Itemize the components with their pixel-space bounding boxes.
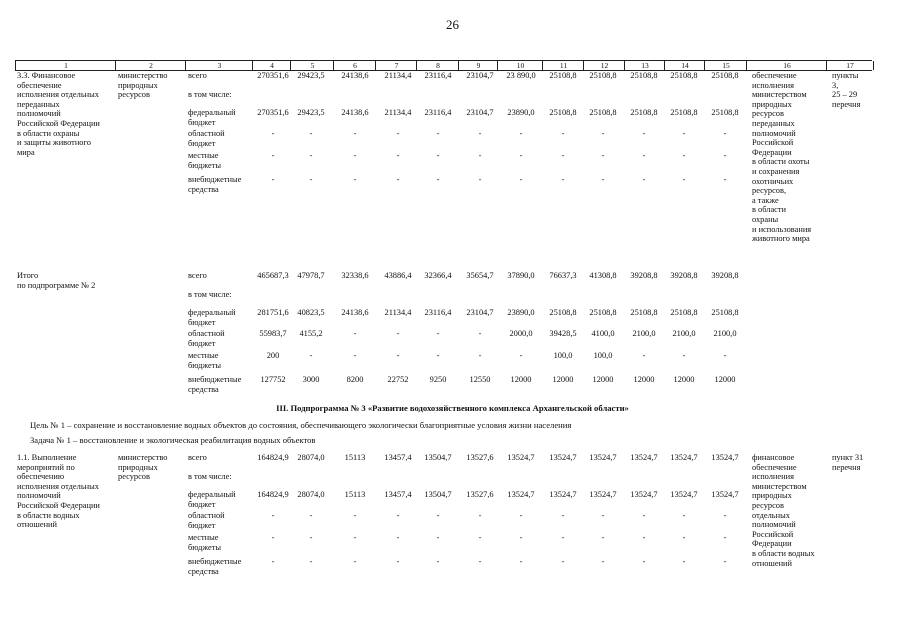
executor-name: природных (118, 462, 158, 472)
table-cell-value: - (309, 175, 313, 184)
table-cell-value: - (642, 511, 646, 520)
table-cell-value: 23116,4 (424, 71, 452, 80)
table-cell-value: 13524,7 (670, 453, 698, 462)
funding-source-label: средства (188, 184, 219, 194)
table-cell-value: - (396, 557, 400, 566)
table-cell-value: 2100,0 (672, 329, 696, 338)
funding-source-label: средства (188, 566, 219, 576)
expected-result: ресурсов, (752, 186, 787, 196)
table-cell-value: 465687,3 (257, 271, 289, 280)
expected-result: исполнения (752, 80, 794, 90)
table-cell-value: 25108,8 (670, 71, 698, 80)
table-cell-value: 25108,8 (630, 71, 658, 80)
executor-name: природных (118, 80, 158, 90)
table-cell-value: - (478, 151, 482, 160)
table-cell-value: - (561, 129, 565, 138)
table-cell-value: - (723, 351, 727, 360)
funding-source-label: бюджет (188, 520, 216, 530)
table-cell-value: 35654,7 (466, 271, 494, 280)
table-cell-value: 13524,7 (711, 453, 739, 462)
table-cell-value: - (682, 175, 686, 184)
table-cell-value: 13524,7 (549, 490, 577, 499)
table-cell-value: - (519, 175, 523, 184)
funding-source-label: местные (188, 351, 219, 360)
expected-result: исполнения (752, 472, 794, 482)
table-cell-value: 76637,3 (549, 271, 577, 280)
table-cell-value: 9250 (429, 375, 447, 384)
funding-source-label: внебюджетные (188, 375, 242, 384)
funding-source-label: областной (188, 511, 225, 520)
expected-result: природных (752, 491, 792, 501)
table-cell-value: 13524,7 (549, 453, 577, 462)
table-cell-value: - (519, 129, 523, 138)
table-cell-value: 32366,4 (424, 271, 452, 280)
executor-name: ресурсов (118, 472, 150, 482)
table-cell-value: 24138,6 (341, 108, 369, 117)
page-number: 26 (446, 17, 459, 32)
funding-source-label: местные (188, 533, 219, 542)
table-cell-value: 12000 (510, 375, 532, 384)
funding-source-label: в том числе: (188, 290, 232, 299)
expected-result: Российской (752, 138, 794, 148)
table-cell-value: - (601, 511, 605, 520)
table-cell-value: - (396, 129, 400, 138)
table-cell-value: 39208,8 (711, 271, 739, 280)
table-cell-value: - (682, 151, 686, 160)
expected-result: охраны (752, 215, 779, 224)
table-cell-value: - (353, 175, 357, 184)
funding-source-label: бюджет (188, 317, 216, 327)
table-cell-value: - (396, 329, 400, 338)
table-cell-value: - (436, 329, 440, 338)
table-cell-value: - (396, 511, 400, 520)
table-cell-value: 21134,4 (384, 71, 412, 80)
table-cell-value: 25108,8 (589, 308, 617, 317)
table-cell-value: - (309, 533, 313, 542)
table-cell-value: - (353, 151, 357, 160)
expected-result: полномочий (752, 128, 796, 138)
table-cell-value: - (478, 129, 482, 138)
header-col-number: 2 (115, 61, 186, 70)
table-cell-value: - (561, 557, 565, 566)
expected-result: отдельных (752, 510, 790, 520)
table-cell-value: - (478, 533, 482, 542)
table-cell-value: - (519, 151, 523, 160)
funding-source-label: бюджет (188, 499, 216, 509)
header-col-number: 9 (458, 61, 498, 70)
table-cell-value: 12550 (469, 375, 491, 384)
table-cell-value: 32338,6 (341, 271, 369, 280)
table-cell-value: 12000 (552, 375, 574, 384)
executor-name: министерство (118, 71, 168, 80)
table-cell-value: 23890,0 (507, 108, 535, 117)
table-cell-value: 2100,0 (632, 329, 656, 338)
table-header (15, 60, 872, 71)
activity-title: полномочий (17, 491, 61, 501)
funding-source-label: областной (188, 129, 225, 138)
target-indicator: пункты (832, 71, 859, 80)
table-cell-value: - (478, 175, 482, 184)
target-indicator: перечня (832, 99, 861, 109)
expected-result: Федерации (752, 147, 792, 157)
activity-title: по подпрограмме № 2 (17, 280, 96, 290)
table-cell-value: 23104,7 (466, 308, 494, 317)
table-cell-value: - (309, 557, 313, 566)
target-indicator: 3, (832, 80, 839, 90)
funding-source-label: бюджет (188, 117, 216, 127)
table-cell-value: - (353, 557, 357, 566)
table-cell-value: 39428,5 (549, 329, 577, 338)
table-cell-value: 164824,9 (257, 453, 289, 462)
table-cell-value: 2000,0 (509, 329, 533, 338)
activity-title: обеспечение (17, 80, 62, 90)
table-cell-value: - (271, 175, 275, 184)
activity-title: и защиты животного (17, 138, 91, 148)
expected-result: Российской (752, 529, 794, 539)
table-cell-value: 13524,7 (507, 453, 535, 462)
table-cell-value: 3000 (302, 375, 320, 384)
table-cell-value: - (271, 129, 275, 138)
table-cell-value: 37890,0 (507, 271, 535, 280)
table-cell-value: 100,0 (553, 351, 573, 360)
table-cell-value: 25108,8 (549, 108, 577, 117)
table-cell-value: 15113 (344, 490, 366, 499)
table-cell-value: 13524,7 (630, 453, 658, 462)
table-cell-value: 15113 (344, 453, 366, 462)
funding-source-label: областной (188, 329, 225, 338)
table-cell-value: - (353, 533, 357, 542)
table-cell-value: 23890,0 (507, 308, 535, 317)
funding-source-label: федеральный (188, 108, 236, 117)
table-cell-value: 13457,4 (384, 490, 412, 499)
table-cell-value: - (723, 533, 727, 542)
table-cell-value: - (436, 351, 440, 360)
table-cell-value: 23104,7 (466, 108, 494, 117)
header-col-number: 7 (375, 61, 417, 70)
activity-title: полномочий (17, 109, 61, 119)
table-cell-value: - (642, 351, 646, 360)
activity-title: исполнения отдельных (17, 90, 99, 100)
table-cell-value: - (682, 129, 686, 138)
funding-source-label: местные (188, 151, 219, 160)
funding-source-label: внебюджетные (188, 557, 242, 566)
table-cell-value: - (642, 129, 646, 138)
target-indicator: пункт 31 (832, 453, 864, 462)
table-cell-value: - (519, 511, 523, 520)
table-cell-value: 25108,8 (630, 108, 658, 117)
header-col-number: 10 (497, 61, 543, 70)
table-cell-value: - (682, 511, 686, 520)
table-cell-value: - (601, 557, 605, 566)
funding-source-label: всего (188, 453, 207, 462)
table-cell-value: 23104,7 (466, 71, 494, 80)
table-cell-value: - (436, 151, 440, 160)
expected-result: обеспечение (752, 462, 797, 472)
table-cell-value: - (642, 533, 646, 542)
table-cell-value: - (601, 533, 605, 542)
table-cell-value: 4155,2 (299, 329, 323, 338)
table-cell-value: - (723, 129, 727, 138)
table-cell-value: - (478, 511, 482, 520)
expected-result: и использования (752, 224, 812, 234)
table-cell-value: 12000 (633, 375, 655, 384)
expected-result: переданных (752, 119, 795, 128)
table-cell-value: - (271, 533, 275, 542)
table-cell-value: 29423,5 (297, 71, 325, 80)
table-cell-value: 270351,6 (257, 71, 289, 80)
funding-source-label: в том числе: (188, 90, 232, 99)
table-cell-value: 25108,8 (711, 108, 739, 117)
table-cell-value: - (601, 175, 605, 184)
table-cell-value: - (309, 151, 313, 160)
header-col-number: 14 (664, 61, 705, 70)
table-cell-value: 24138,6 (341, 71, 369, 80)
header-col-number: 16 (746, 61, 827, 70)
funding-source-label: внебюджетные (188, 175, 242, 184)
table-cell-value: - (309, 511, 313, 520)
table-cell-value: - (561, 511, 565, 520)
table-cell-value: 55983,7 (259, 329, 287, 338)
expected-result: обеспечение (752, 71, 797, 80)
section-task: Задача № 1 – восстановление и экологическая реабилитация водных объектов (30, 435, 316, 445)
funding-source-label: в том числе: (188, 472, 232, 481)
table-cell-value: - (436, 557, 440, 566)
table-cell-value: - (436, 175, 440, 184)
header-col-number: 4 (252, 61, 291, 70)
funding-source-label: федеральный (188, 490, 236, 499)
table-cell-value: - (682, 557, 686, 566)
table-cell-value: 13457,4 (384, 453, 412, 462)
header-col-number: 5 (290, 61, 334, 70)
table-cell-value: - (478, 351, 482, 360)
table-cell-value: 12000 (673, 375, 695, 384)
table-cell-value: 41308,8 (589, 271, 617, 280)
table-cell-value: - (396, 351, 400, 360)
expected-result: отношений (752, 558, 793, 568)
table-cell-value: 100,0 (593, 351, 613, 360)
funding-source-label: всего (188, 271, 207, 280)
table-cell-value: 21134,4 (384, 108, 412, 117)
table-cell-value: 12000 (592, 375, 614, 384)
table-cell-value: - (642, 557, 646, 566)
table-cell-value: - (723, 151, 727, 160)
table-cell-value: - (642, 175, 646, 184)
expected-result: охотничьих (752, 176, 794, 186)
activity-title: 3.3. Финансовое (17, 71, 76, 80)
section-goal: Цель № 1 – сохранение и восстановление водных объектов до состояния, обеспечивающего экологически благоприятные условия жизни населения (30, 420, 572, 430)
header-col-number: 3 (185, 61, 253, 70)
table-cell-value: 13527,6 (466, 490, 494, 499)
table-cell-value: - (519, 533, 523, 542)
expected-result: животного мира (752, 234, 810, 244)
table-cell-value: 13524,7 (711, 490, 739, 499)
expected-result: в области водных (752, 549, 815, 558)
table-cell-value: 13504,7 (424, 490, 452, 499)
expected-result: ресурсов (752, 109, 784, 119)
table-cell-value: - (353, 329, 357, 338)
table-cell-value: 23 890,0 (506, 71, 536, 80)
table-cell-value: - (353, 351, 357, 360)
target-indicator: 25 – 29 (832, 90, 858, 100)
table-cell-value: - (561, 151, 565, 160)
table-cell-value: - (309, 351, 313, 360)
table-cell-value: 25108,8 (549, 308, 577, 317)
table-cell-value: 47978,7 (297, 271, 325, 280)
activity-title: Российской Федерации (17, 119, 100, 128)
expected-result: финансовое (752, 453, 795, 462)
header-col-number: 13 (624, 61, 665, 70)
table-cell-value: - (436, 533, 440, 542)
activity-title: переданных (17, 99, 60, 109)
table-cell-value: - (601, 151, 605, 160)
table-cell-value: 2100,0 (713, 329, 737, 338)
expected-result: полномочий (752, 520, 796, 530)
activity-title: в области охраны (17, 128, 80, 138)
table-cell-value: 13504,7 (424, 453, 452, 462)
table-cell-value: - (642, 151, 646, 160)
funding-source-label: бюджет (188, 138, 216, 148)
table-cell-value: 28074,0 (297, 490, 325, 499)
table-cell-value: - (561, 533, 565, 542)
activity-title: 1.1. Выполнение (17, 453, 77, 462)
executor-name: ресурсов (118, 90, 150, 100)
table-cell-value: 25108,8 (630, 308, 658, 317)
activity-title: исполнения отдельных (17, 481, 99, 491)
table-cell-value: - (478, 329, 482, 338)
table-cell-value: - (271, 557, 275, 566)
header-col-number: 12 (583, 61, 625, 70)
expected-result: в области охоты (752, 157, 810, 167)
table-cell-value: 28074,0 (297, 453, 325, 462)
target-indicator: перечня (832, 462, 861, 472)
funding-source-label: бюджеты (188, 542, 222, 552)
expected-result: в области (752, 205, 787, 215)
table-cell-value: 4100,0 (591, 329, 615, 338)
table-cell-value: - (723, 557, 727, 566)
table-cell-value: - (519, 351, 523, 360)
table-cell-value: - (396, 151, 400, 160)
funding-source-label: бюджеты (188, 360, 222, 370)
table-cell-value: 13524,7 (589, 490, 617, 499)
table-cell-value: - (271, 151, 275, 160)
table-cell-value: 25108,8 (589, 71, 617, 80)
expected-result: и сохранения (752, 167, 800, 176)
table-cell-value: 270351,6 (257, 108, 289, 117)
activity-title: мероприятий по (17, 462, 75, 472)
header-col-number: 15 (704, 61, 747, 70)
table-cell-value: - (309, 129, 313, 138)
activity-title: обеспечению (17, 472, 65, 482)
table-cell-value: - (682, 533, 686, 542)
table-cell-value: - (436, 129, 440, 138)
section-heading: III. Подпрограмма № 3 «Развитие водохозяйственного комплекса Архангельской области» (276, 403, 629, 413)
table-cell-value: - (682, 351, 686, 360)
activity-title: мира (17, 147, 35, 157)
funding-source-label: бюджеты (188, 160, 222, 170)
table-cell-value: 12000 (714, 375, 736, 384)
activity-title: Итого (17, 271, 39, 280)
table-cell-value: 13524,7 (507, 490, 535, 499)
table-cell-value: 23116,4 (424, 308, 452, 317)
header-col-number: 11 (542, 61, 584, 70)
table-cell-value: 21134,4 (384, 308, 412, 317)
table-cell-value: 13524,7 (630, 490, 658, 499)
table-cell-value: 8200 (346, 375, 364, 384)
table-cell-value: 25108,8 (589, 108, 617, 117)
table-cell-value: - (519, 557, 523, 566)
table-cell-value: - (271, 511, 275, 520)
table-cell-value: 13524,7 (589, 453, 617, 462)
activity-title: Российской Федерации (17, 501, 100, 510)
expected-result: а также (752, 195, 779, 205)
table-cell-value: - (723, 511, 727, 520)
header-col-number: 8 (416, 61, 459, 70)
expected-result: природных (752, 99, 792, 109)
table-cell-value: 40823,5 (297, 308, 325, 317)
header-col-number: 1 (15, 61, 116, 70)
expected-result: Федерации (752, 539, 792, 549)
table-cell-value: 25108,8 (711, 71, 739, 80)
table-cell-value: 23116,4 (424, 108, 452, 117)
funding-source-label: бюджет (188, 338, 216, 348)
table-cell-value: 29423,5 (297, 108, 325, 117)
expected-result: ресурсов (752, 501, 784, 510)
table-cell-value: 39208,8 (670, 271, 698, 280)
activity-title: отношений (17, 520, 58, 530)
table-cell-value: - (396, 175, 400, 184)
table-cell-value: 25108,8 (670, 108, 698, 117)
funding-source-label: средства (188, 384, 219, 394)
table-cell-value: - (478, 557, 482, 566)
table-cell-value: 22752 (387, 375, 409, 384)
table-cell-value: - (561, 175, 565, 184)
expected-result: министерством (752, 481, 807, 491)
table-cell-value: - (396, 533, 400, 542)
header-col-number: 17 (826, 61, 874, 70)
activity-title: в области водных (17, 510, 80, 520)
table-cell-value: 127752 (260, 375, 286, 384)
funding-source-label: федеральный (188, 308, 236, 317)
table-cell-value: - (723, 175, 727, 184)
expected-result: министерством (752, 90, 807, 100)
table-cell-value: 43886,4 (384, 271, 412, 280)
funding-source-label: всего (188, 71, 207, 80)
table-cell-value: 39208,8 (630, 271, 658, 280)
table-cell-value: 13524,7 (670, 490, 698, 499)
header-col-number: 6 (333, 61, 376, 70)
table-cell-value: 13527,6 (466, 453, 494, 462)
table-cell-value: - (353, 129, 357, 138)
table-cell-value: 200 (266, 351, 280, 360)
table-cell-value: 25108,8 (670, 308, 698, 317)
table-cell-value: 25108,8 (711, 308, 739, 317)
executor-name: министерство (118, 453, 168, 462)
table-cell-value: - (353, 511, 357, 520)
table-cell-value: 24138,6 (341, 308, 369, 317)
table-cell-value: 164824,9 (257, 490, 289, 499)
table-cell-value: 25108,8 (549, 71, 577, 80)
table-cell-value: 281751,6 (257, 308, 289, 317)
table-cell-value: - (601, 129, 605, 138)
table-cell-value: - (436, 511, 440, 520)
